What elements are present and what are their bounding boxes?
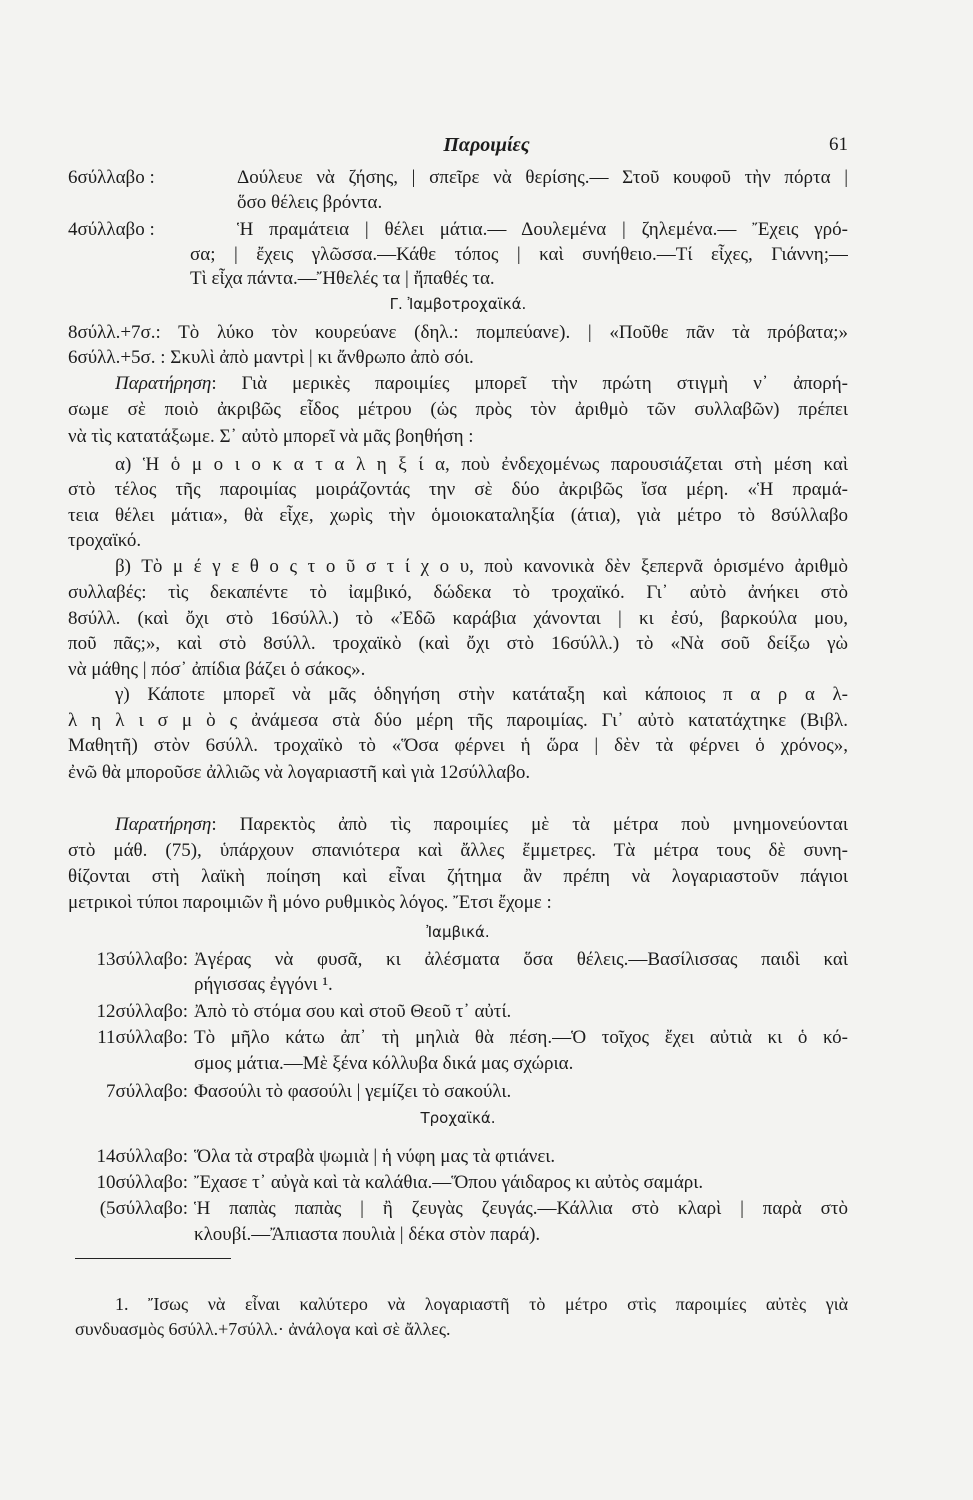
meter-label: (5σύλλαβο:	[99, 1198, 188, 1219]
text-line: γ) Κάποτε μπορεῖ νὰ μᾶς ὁδηγήση στὴν κατάταξη καὶ κάποιος π α ρ α λ-	[115, 684, 848, 705]
footnote-line: συνδυασμὸς 6σύλλ.+7σύλλ.· ἀνάλογα καὶ σὲ ἄλλες.	[75, 1319, 451, 1339]
text-line: νὰ τὶς κατατάξωμε. Σ᾽ αὐτὸ μπορεῖ νὰ μᾶς βοηθήση :	[68, 426, 474, 447]
text-line: Ἡ παπὰς παπὰς | ἢ ζευγὰς ζευγάς.—Κάλλια στὸ κλαρὶ | παρὰ στὸ	[194, 1198, 848, 1219]
meter-label: 6σύλλαβο :	[68, 167, 155, 188]
text-line: Ἔχασε τ᾽ αὐγὰ καὶ τὰ καλάθια.—Ὅπου γάιδαρος κι αὐτὸς σαμάρι.	[194, 1172, 704, 1193]
text-line: θίζονται στὴ λαϊκὴ ποίηση καὶ εἶναι ζήτημα ἂν πρέπη νὰ λογαριαστοῦν πάγιοι	[68, 866, 848, 887]
footnote-rule	[75, 1258, 231, 1259]
text-line: ἐνῶ θὰ μποροῦσε ἀλλιῶς νὰ λογαριαστῆ καὶ γιὰ 12σύλλαβο.	[68, 762, 531, 783]
meter-label: 11σύλλαβο:	[97, 1027, 188, 1048]
text-line: συλλαβές: τὶς δεκαπέντε τὸ ἰαμβικό, δώδεκα τὸ τροχαϊκό. Γι᾽ αὐτὸ ἀνήκει στὸ	[68, 582, 848, 603]
text-line: σμος μάτια.—Μὲ ξένα κόλλυβα δικά μας σχώρια.	[194, 1053, 574, 1074]
text-line: Μαθητῆ) στὸν 6σύλλ. τροχαϊκὸ τὸ «Ὅσα φέρνει ἡ ὥρα | δὲν τὰ φέρνει ὁ χρόνος»,	[68, 735, 848, 756]
text-line: σα; | ἔχεις γλῶσσα.—Κάθε τόπος | καὶ συνήθειο.—Τί εἶχες, Γιάννη;—	[190, 244, 848, 265]
footnote-line: 1. Ἴσως νὰ εἶναι καλύτερο νὰ λογαριαστῆ τὸ μέτρο στὶς παροιμίες αὐτὲς γιὰ	[115, 1294, 848, 1314]
text-line: 8σύλλ.+7σ.: Τὸ λύκο τὸν κουρεύανε (δηλ.: πομπεύανε). | «Ποῦθε πᾶν τὰ πρόβατα;»	[68, 322, 848, 343]
text-line: σωμε σὲ ποιὸ ἀκριβῶς εἶδος μέτρου (ὡς πρὸς τὸν ἀριθμὸ τῶν συλλαβῶν) πρέπει	[68, 399, 848, 420]
text-line: νὰ μάθης | πόσ᾽ ἀπίδια βάζει ὁ σάκος».	[68, 659, 366, 680]
section-heading: Γ. Ἰαμβοτροχαϊκά.	[389, 295, 527, 313]
text-line: κλουβί.—Ἄπιαστα πουλιὰ | δέκα στὸν παρά).	[194, 1224, 541, 1245]
text-line: β) Τὸ μ έ γ ε θ ο ς τ ο ῦ σ τ ί χ ο υ, ποὺ κανονικὰ δὲν ξεπερνᾶ ὁρισμένο ἀριθμὸ	[115, 556, 848, 577]
text-line: α) Ἡ ὁ μ ο ι ο κ α τ α λ η ξ ί α, ποὺ ἐνδεχομένως παρουσιάζεται στὴ μέση καὶ	[115, 454, 848, 475]
text-line: Ὅλα τὰ στραβὰ ψωμιὰ | ἡ νύφη μας τὰ φτιάνει.	[194, 1146, 556, 1167]
text-line: ρήγισσας ἐγγόνι ¹.	[194, 974, 333, 995]
text-line: στὸ μάθ. (75), ὑπάρχουν σπανιότερα καὶ ἄλλες ἔμμετρες. Τὰ μέτρα τους δὲ συνη-	[68, 840, 848, 861]
meter-label: 13σύλλαβο:	[96, 949, 188, 970]
meter-label: 4σύλλαβο :	[68, 219, 155, 240]
text-line: λ η λ ι σ μ ὸ ς ἀνάμεσα στὰ δύο μέρη τῆς παροιμίας. Γι᾽ αὐτὸ κατατάχτηκε (Βιβλ.	[68, 710, 848, 731]
text-line: 8σύλλ. (καὶ ὄχι στὸ 16σύλλ.) τὸ «Ἐδῶ καράβια χάνονται | κι ἐσύ, βαρκούλα μου,	[68, 608, 848, 629]
text-line: Φασούλι τὸ φασούλι | γεμίζει τὸ σακούλι.	[194, 1081, 512, 1102]
text-line: Παρατήρηση: Γιὰ μερικὲς παροιμίες μπορεῖ τὴν πρώτη στιγμὴ ν᾽ ἀπορή-	[115, 373, 848, 394]
text-line: 6σύλλ.+5σ. : Σκυλὶ ἀπὸ μαντρὶ | κι ἄνθρωπο ἀπὸ σόι.	[68, 347, 474, 368]
text-line: τεια θέλει μάτια», θὰ εἶχε, χωρὶς τὴν ὁμοιοκαταληξία (άτια), γιὰ μέτρο τὸ 8σύλλαβο	[68, 505, 848, 526]
meter-label: 12σύλλαβο:	[96, 1001, 188, 1022]
text-line: τροχαϊκό.	[68, 530, 142, 551]
running-title: Παροιμίες	[443, 134, 530, 156]
text-line: Ἀγέρας νὰ φυσᾶ, κι ἀλέσματα ὅσα θέλεις.—Βασίλισσας παιδὶ καὶ	[194, 949, 848, 970]
text-line: ποῦ πᾶς;», καὶ στὸ 8σύλλ. τροχαϊκὸ (καὶ ὄχι στὸ 16σύλλ.) τὸ «Νὰ σοῦ δείξω γὼ	[68, 633, 848, 654]
text-line: Τὸ μῆλο κάτω ἀπ᾽ τὴ μηλιὰ θὰ πέση.—Ὁ τοῖχος ἔχει αὐτιὰ κι ὁ κό-	[194, 1027, 848, 1048]
page-number: 61	[829, 134, 848, 155]
meter-label: 14σύλλαβο:	[96, 1146, 188, 1167]
section-heading: Τροχαϊκά.	[420, 1109, 496, 1127]
text-line: Ἀπὸ τὸ στόμα σου καὶ στοῦ Θεοῦ τ᾽ αὐτί.	[194, 1001, 512, 1022]
text-line: Τὶ εἶχα πάντα.—Ἤθελές τα | ἤπαθές τα.	[190, 268, 495, 289]
meter-label: 7σύλλαβο:	[106, 1081, 188, 1102]
text-line: στὸ τέλος τῆς παροιμίας μοιράζοντάς την σὲ δύο ἀκριβῶς ἴσα μέρη. «Ἡ πραμά-	[68, 479, 848, 500]
text-line: ὅσο θέλεις βρόντα.	[237, 192, 383, 213]
text-line: Παρατήρηση: Παρεκτὸς ἀπὸ τὶς παροιμίες μὲ τὰ μέτρα ποὺ μνημονεύονται	[115, 814, 848, 835]
meter-label: 10σύλλαβο:	[96, 1172, 188, 1193]
note-lead: Παρατήρηση	[115, 373, 212, 394]
text-line: μετρικοὶ τύποι παροιμιῶν ἢ μόνο ρυθμικὸς λόγος. Ἔτσι ἔχομε :	[68, 892, 552, 913]
section-heading: Ἰαμβικά.	[426, 923, 490, 941]
text-line: Ἡ πραμάτεια | θέλει μάτια.— Δουλεμένα | ζηλεμένα.— Ἔχεις γρό-	[237, 219, 848, 240]
note-lead: Παρατήρηση	[115, 814, 212, 835]
text-line: Δούλευε νὰ ζήσης, | σπεῖρε νὰ θερίσης.— Στοῦ κουφοῦ τὴν πόρτα |	[237, 167, 848, 188]
